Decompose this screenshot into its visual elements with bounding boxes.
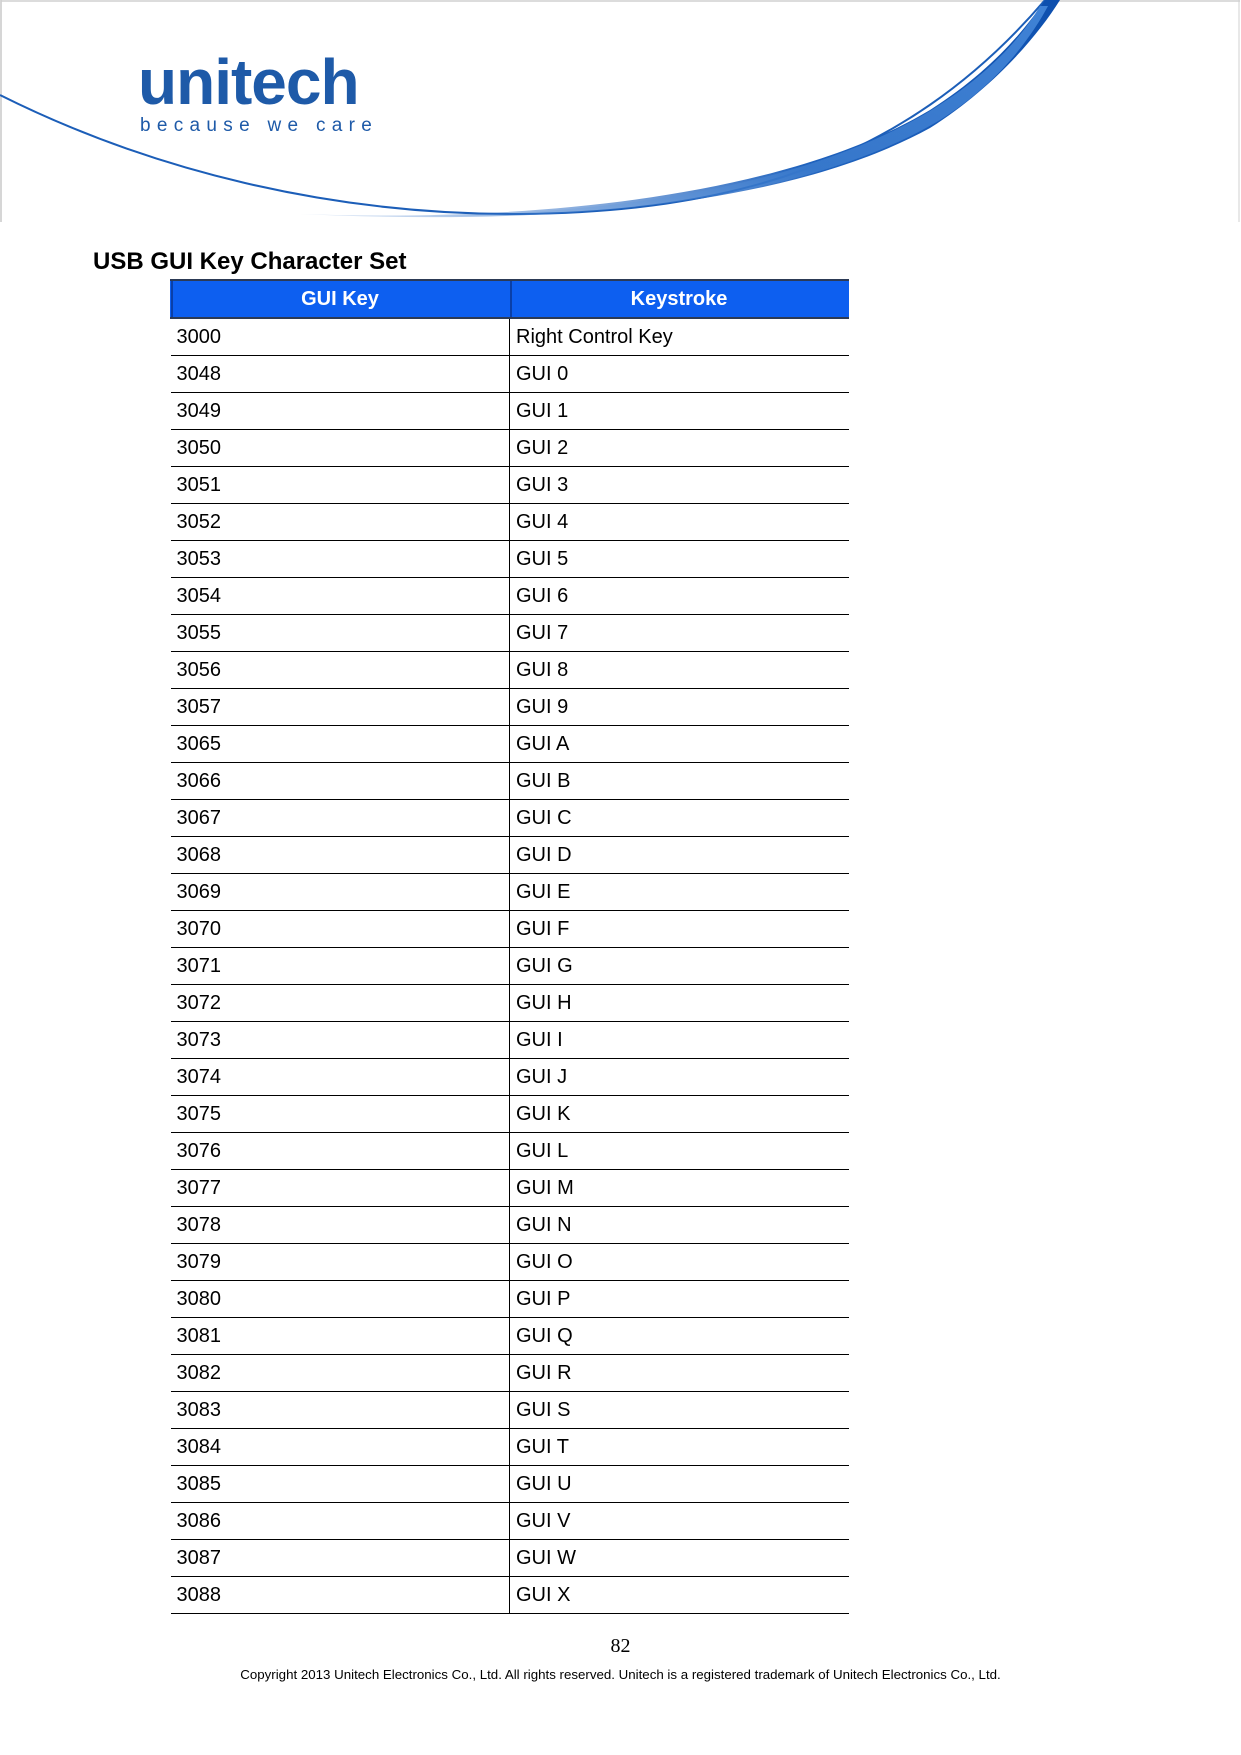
table-row [171,1281,849,1318]
cell-gui-key: 3067 [171,800,510,837]
cell-keystroke: Right Control Key [510,318,849,356]
cell-keystroke: GUI F [510,911,849,948]
table-row [171,1244,849,1281]
table-row [171,578,849,615]
cell-keystroke: GUI C [510,800,849,837]
cell-gui-key: 3084 [171,1429,510,1466]
table-body [171,318,849,1614]
cell-keystroke: GUI S [510,1392,849,1429]
table-row [171,985,849,1022]
cell-gui-key: 3066 [171,763,510,800]
cell-keystroke: GUI I [510,1022,849,1059]
table-row [171,1133,849,1170]
cell-gui-key: 3080 [171,1281,510,1318]
cell-gui-key: 3081 [171,1318,510,1355]
cell-gui-key: 3074 [171,1059,510,1096]
table-row [171,652,849,689]
table-row [171,1022,849,1059]
cell-keystroke: GUI L [510,1133,849,1170]
table-row [171,874,849,911]
cell-keystroke: GUI 1 [510,393,849,430]
table-row [171,541,849,578]
cell-keystroke: GUI 8 [510,652,849,689]
cell-keystroke: GUI 5 [510,541,849,578]
cell-gui-key: 3076 [171,1133,510,1170]
cell-keystroke: GUI P [510,1281,849,1318]
cell-keystroke: GUI K [510,1096,849,1133]
cell-keystroke: GUI D [510,837,849,874]
unitech-logo: unitech [138,46,359,118]
cell-keystroke: GUI 7 [510,615,849,652]
table-row [171,1207,849,1244]
table-row [171,1503,849,1540]
cell-keystroke: GUI 3 [510,467,849,504]
cell-keystroke: GUI E [510,874,849,911]
cell-keystroke: GUI O [510,1244,849,1281]
table-row [171,800,849,837]
column-header-gui-key: GUI Key [171,280,510,318]
table-row [171,1318,849,1355]
table-row [171,948,849,985]
cell-gui-key: 3088 [171,1577,510,1614]
cell-keystroke: GUI 9 [510,689,849,726]
logo-tagline: because we care [140,115,379,136]
cell-gui-key: 3069 [171,874,510,911]
cell-gui-key: 3082 [171,1355,510,1392]
table-row [171,1096,849,1133]
cell-gui-key: 3048 [171,356,510,393]
cell-gui-key: 3087 [171,1540,510,1577]
cell-keystroke: GUI T [510,1429,849,1466]
cell-keystroke: GUI 0 [510,356,849,393]
cell-gui-key: 3068 [171,837,510,874]
table-row [171,1466,849,1503]
cell-keystroke: GUI J [510,1059,849,1096]
table-row [171,356,849,393]
table-row [171,1577,849,1614]
cell-keystroke: GUI 6 [510,578,849,615]
cell-gui-key: 3049 [171,393,510,430]
table-row [171,1355,849,1392]
cell-keystroke: GUI B [510,763,849,800]
cell-gui-key: 3070 [171,911,510,948]
cell-keystroke: GUI H [510,985,849,1022]
cell-gui-key: 3085 [171,1466,510,1503]
cell-gui-key: 3077 [171,1170,510,1207]
cell-gui-key: 3054 [171,578,510,615]
table-row [171,1170,849,1207]
table-row [171,763,849,800]
cell-gui-key: 3052 [171,504,510,541]
table-row [171,911,849,948]
cell-gui-key: 3086 [171,1503,510,1540]
cell-gui-key: 3072 [171,985,510,1022]
table-row [171,504,849,541]
gui-key-table [170,279,849,1614]
cell-gui-key: 3057 [171,689,510,726]
table-row [171,1429,849,1466]
cell-gui-key: 3065 [171,726,510,763]
page-number: 82 [610,1635,631,1657]
cell-gui-key: 3050 [171,430,510,467]
table-row [171,689,849,726]
cell-keystroke: GUI G [510,948,849,985]
cell-keystroke: GUI W [510,1540,849,1577]
cell-keystroke: GUI X [510,1577,849,1614]
table-row [171,837,849,874]
cell-keystroke: GUI Q [510,1318,849,1355]
cell-keystroke: GUI M [510,1170,849,1207]
copyright-notice: Copyright 2013 Unitech Electronics Co., Ltd. All rights reserved. Unitech is a registered trademark of Unitech Electronics Co., Ltd. [240,1667,1001,1682]
cell-keystroke: GUI 4 [510,504,849,541]
table-row [171,615,849,652]
cell-keystroke: GUI A [510,726,849,763]
cell-gui-key: 3083 [171,1392,510,1429]
cell-gui-key: 3073 [171,1022,510,1059]
table-row [171,726,849,763]
table-row [171,1392,849,1429]
cell-gui-key: 3000 [171,318,510,356]
cell-gui-key: 3055 [171,615,510,652]
cell-gui-key: 3056 [171,652,510,689]
cell-gui-key: 3075 [171,1096,510,1133]
cell-gui-key: 3078 [171,1207,510,1244]
cell-gui-key: 3079 [171,1244,510,1281]
cell-gui-key: 3051 [171,467,510,504]
table-row [171,1059,849,1096]
cell-keystroke: GUI U [510,1466,849,1503]
table-row [171,467,849,504]
table-row [171,1540,849,1577]
cell-keystroke: GUI V [510,1503,849,1540]
cell-keystroke: GUI 2 [510,430,849,467]
table-row [171,318,849,356]
cell-keystroke: GUI R [510,1355,849,1392]
table-row [171,430,849,467]
table-header-row [171,280,849,318]
cell-keystroke: GUI N [510,1207,849,1244]
cell-gui-key: 3071 [171,948,510,985]
cell-gui-key: 3053 [171,541,510,578]
section-title: USB GUI Key Character Set [93,248,407,275]
table-row [171,393,849,430]
column-header-keystroke: Keystroke [510,280,849,318]
